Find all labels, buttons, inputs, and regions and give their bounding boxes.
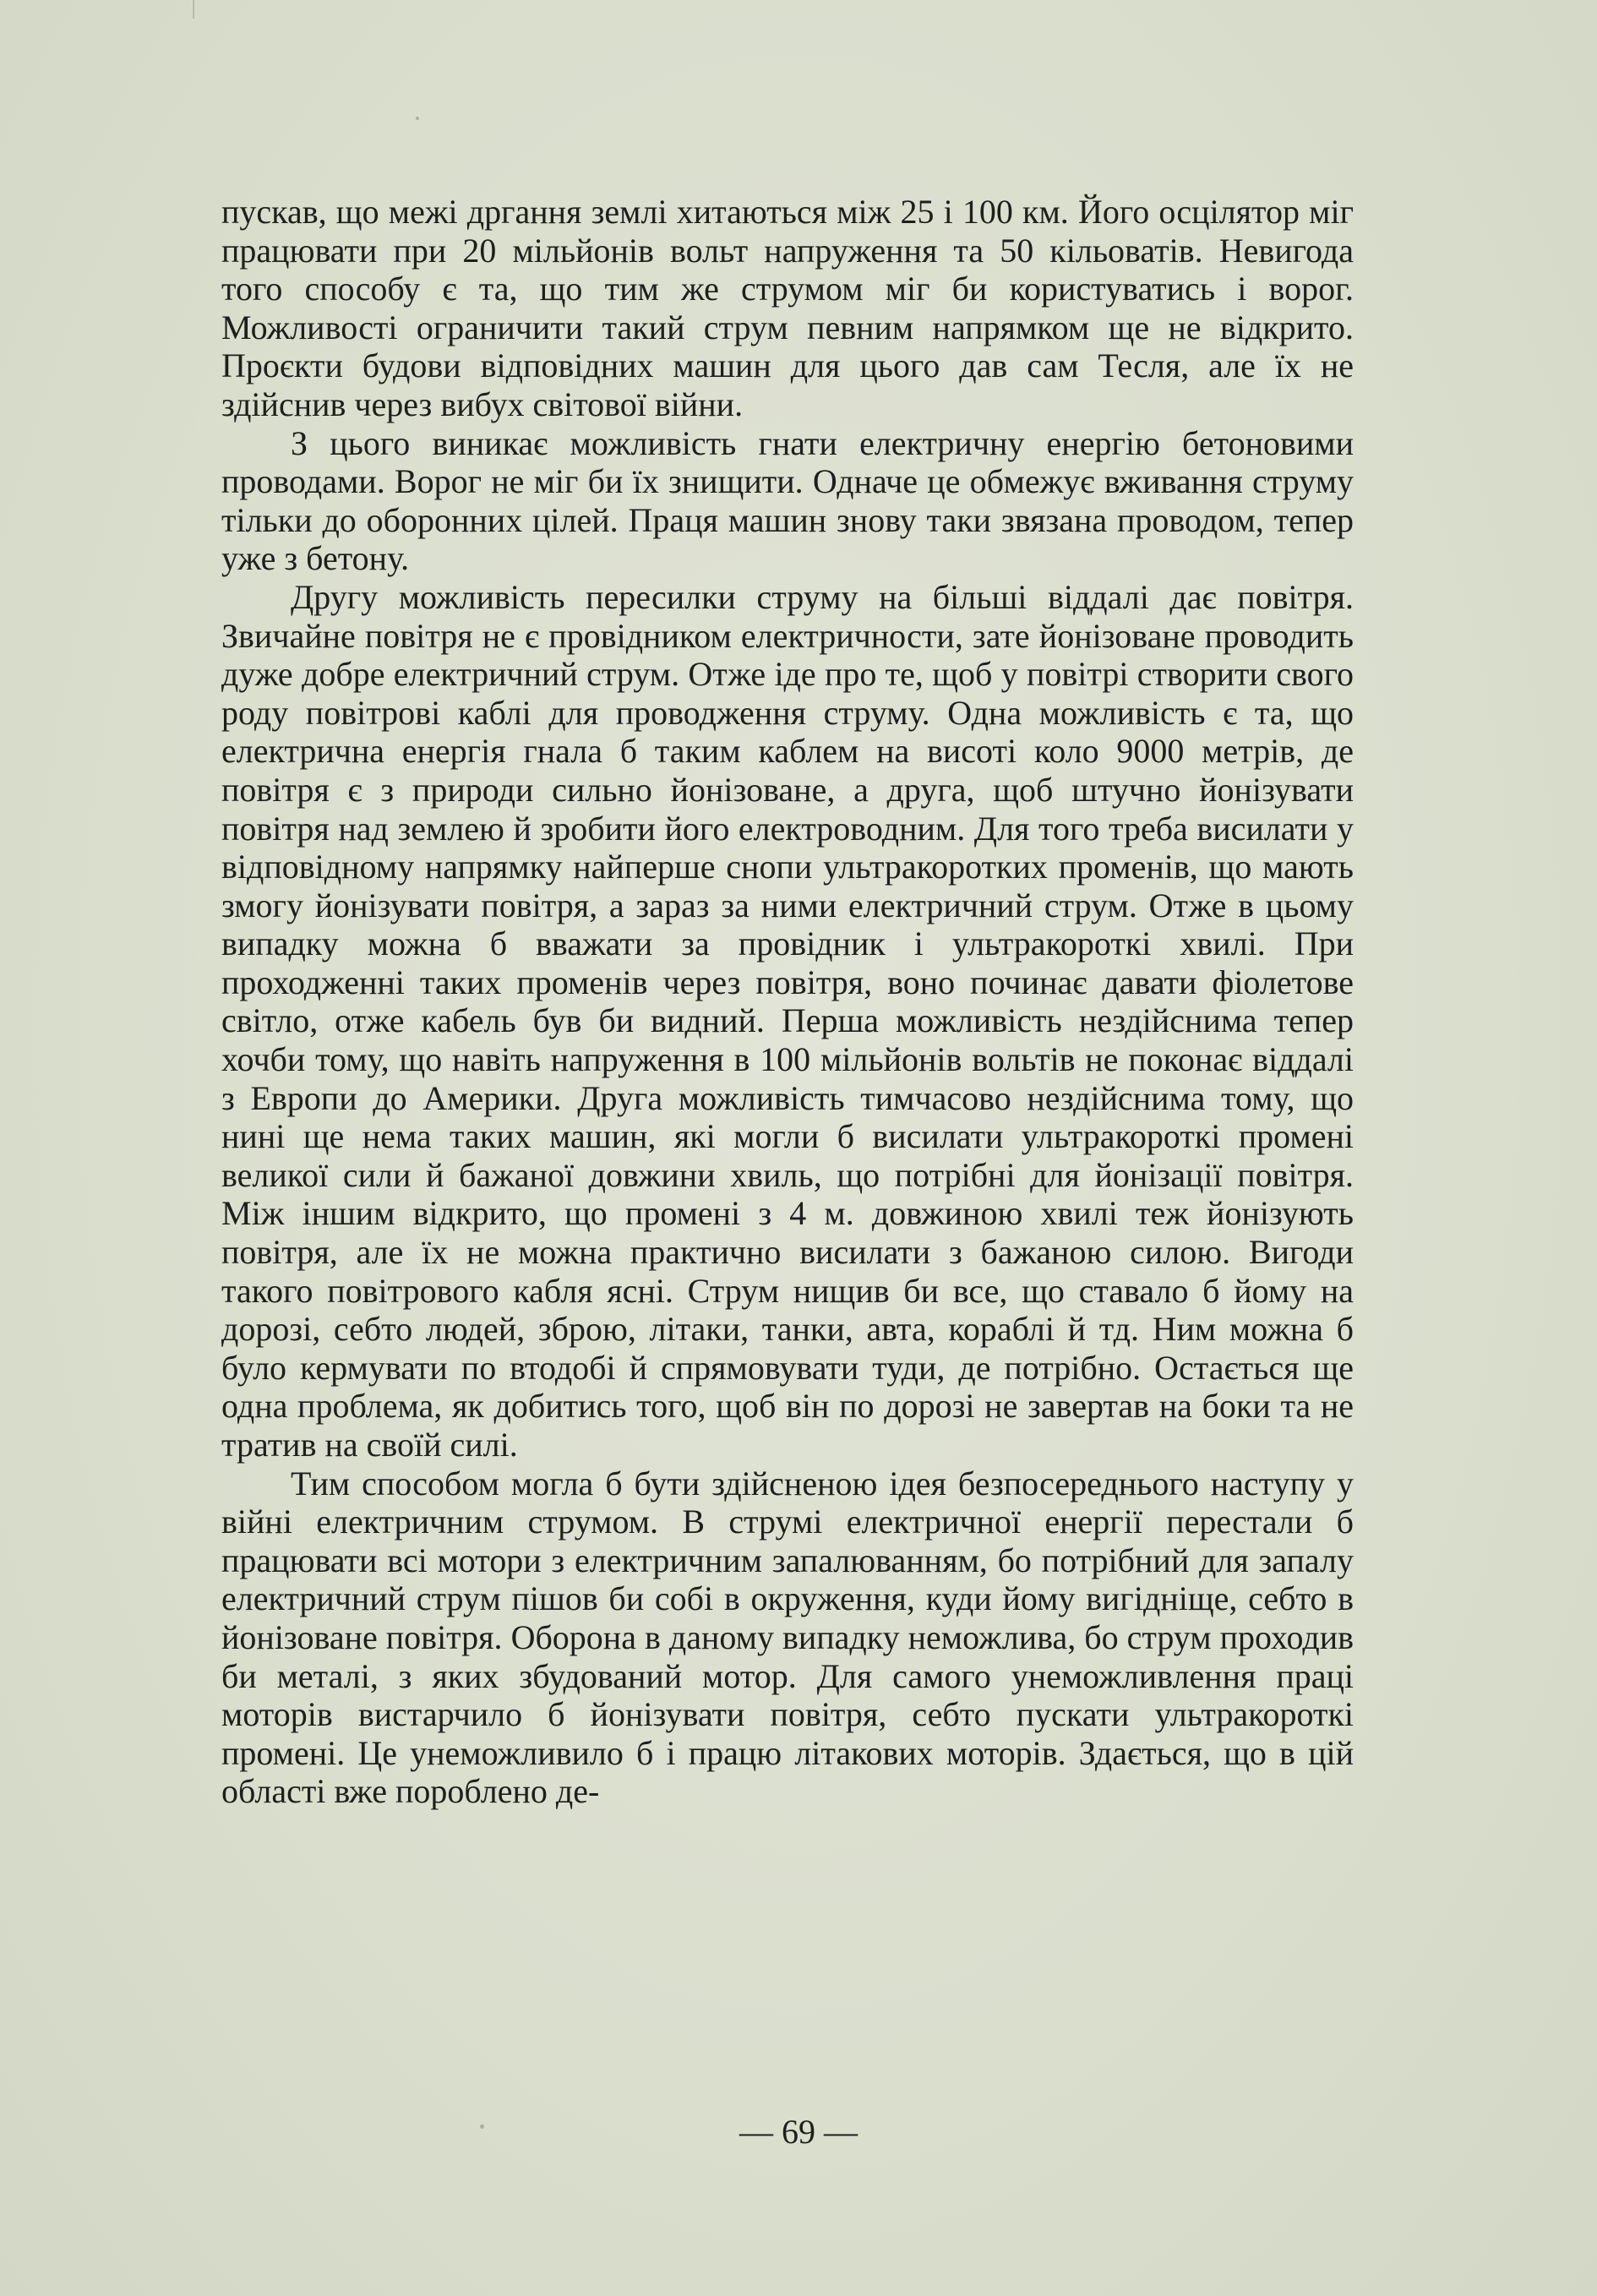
margin-mark [193, 0, 194, 19]
body-text [221, 193, 1354, 1811]
paragraph-1: пускав, що межі дргання землі хитаються між 25 і 100 км. Його осцілятор міг працювати при 20 мільйонів вольт напруження та 50 кільоватів. Невигода того способу є та, що тим же струмом міг би користуватись і ворог. Можливості ограничити такий струм певним напрямком ще не відкрито. Проєкти будови відповідних машин для цього дав сам Тесля, але їх не здійснив через вибух світової війни. [221, 193, 1354, 423]
paper-speck [416, 117, 419, 120]
paragraph-4: Тим способом могла б бути здійсненою ідея безпосереднього наступу у війні електричним струмом. В струмі електричної енергії перестали б працювати всі мотори з електричним запалюванням, бо потрібний для запалу електричний струм пішов би собі в окруження, куди йому вигідніще, себто в йонізоване повітря. Оборона в даному випадку неможлива, бо струм проходив би металі, з яких збудований мотор. Для самого унеможливлення праці моторів вистарчило б йонізувати повітря, себто пускати ультракороткі промені. Це унеможливило б і працю літакових моторів. Здається, що в цій області вже пороблено де- [221, 1464, 1354, 1811]
paragraph-2: З цього виникає можливість гнати електричну енергію бетоновими проводами. Ворог не міг би їх знищити. Одначе це обмежує вживання струму тільки до оборонних цілей. Праця машин знову таки звязана проводом, тепер уже з бетону. [221, 423, 1354, 578]
paragraph-3: Другу можливість пересилки струму на більші віддалі дає повітря. Звичайне повітря не є провідником електричности, зате йонізоване проводить дуже добре електричний струм. Отже іде про те, щоб у повітрі створити свого роду повітрові каблі для проводження струму. Одна можливість є та, що електрична енергія гнала б таким каблем на висоті коло 9000 метрів, де повітря є з природи сильно йонізоване, а друга, щоб штучно йонізувати повітря над землею й зробити його електроводним. Для того треба висилати у відповідному напрямку найперше снопи ультракоротких променів, що мають змогу йонізувати повітря, а зараз за ними електричний струм. Отже в цьому випадку можна б вважати за провідник і ультракороткі хвилі. При проходженні таких променів через повітря, воно починає давати фіолетове світло, отже кабель був би видний. Перша можливість нездійснима тепер хочби тому, що навіть напруження в 100 мільйонів вольтів не поконає віддалі з Европи до Америки. Друга можливість тимчасово нездійснима тому, що нині ще нема таких машин, які могли б висилати ультракороткі промені великої сили й бажаної довжини хвиль, що потрібні для йонізації повітря. Між іншим відкрито, що промені з 4 м. довжиною хвилі теж йонізують повітря, але їх не можна практично висилати з бажаною силою. Вигоди такого повітрового кабля ясні. Струм нищив би все, що ставало б йому на дорозі, себто людей, зброю, літаки, танки, авта, кораблі й тд. Ним можна б було кермувати по втодобі й спрямовувати туди, де потрібно. Остається ще одна проблема, як добитись того, щоб він по дорозі не завертав на боки та не тратив на своїй силі. [221, 577, 1354, 1464]
page-number: — 69 — [739, 2113, 858, 2151]
